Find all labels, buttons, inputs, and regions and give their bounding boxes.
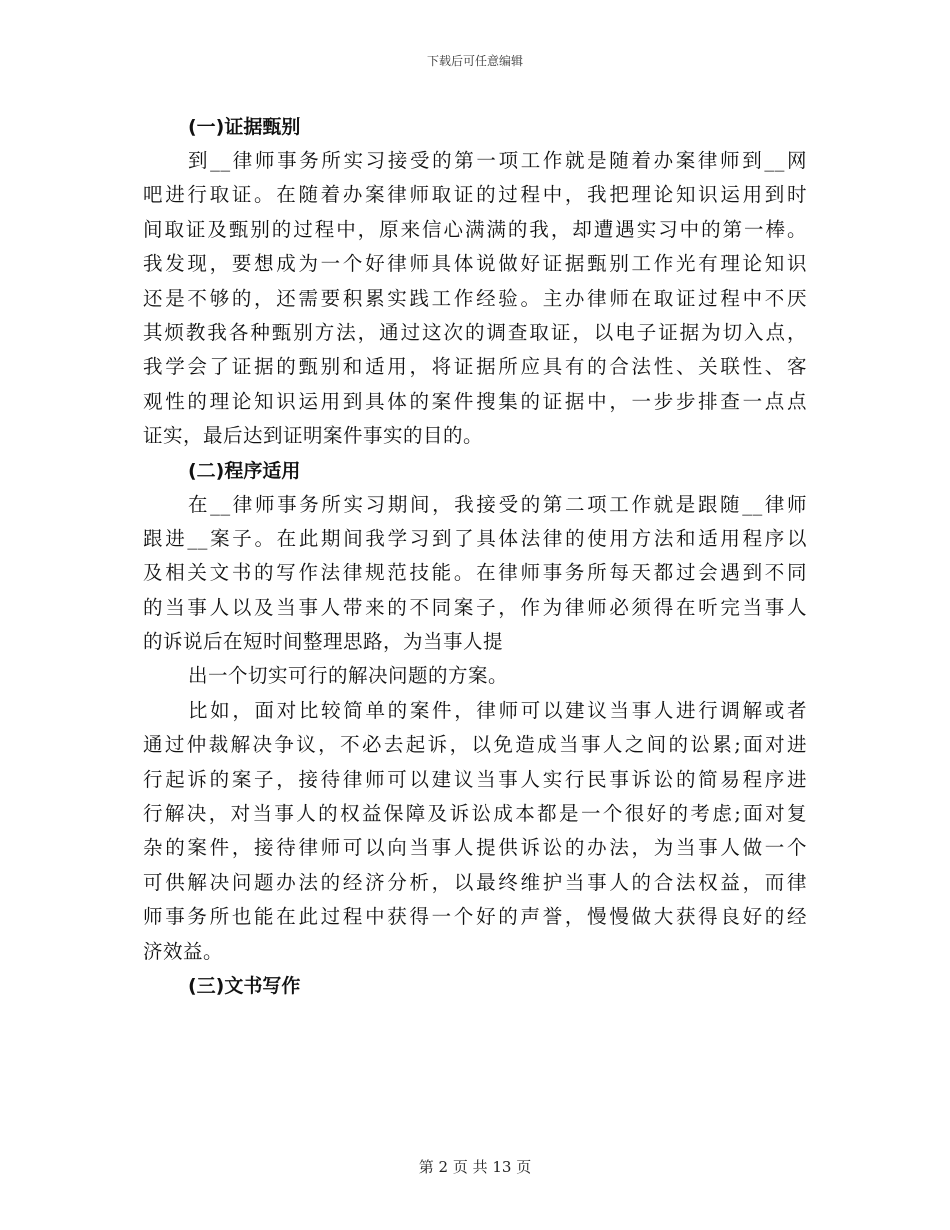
text-line: 跟进__案子。在此期间我学习到了具体法律的使用方法和适用程序以 [143, 526, 807, 550]
text-line: 还是不够的，还需要积累实践工作经验。主办律师在取证过程中不厌 [143, 286, 807, 310]
page-header: 下载后可任意编辑 [426, 54, 523, 68]
text-line: 通过仲裁解决争议，不必去起诉，以免造成当事人之间的讼累;面对进 [143, 733, 807, 757]
text-line: 其烦教我各种甄别方法，通过这次的调查取证，以电子证据为切入点， [143, 320, 807, 344]
document-body [143, 110, 807, 1003]
text-line: 出一个切实可行的解决问题的方案。 [188, 664, 509, 688]
text-line: 行起诉的案子，接待律师可以建议当事人实行民事诉讼的简易程序进 [143, 767, 807, 791]
text-line: 的诉说后在短时间整理思路，为当事人提 [143, 630, 504, 654]
text-line: 的当事人以及当事人带来的不同案子，作为律师必须得在听完当事人 [143, 595, 807, 619]
text-line: 及相关文书的写作法律规范技能。在律师事务所每天都过会遇到不同 [143, 561, 807, 585]
section-heading-3: (三)文书写作 [188, 974, 301, 997]
text-line: 行解决，对当事人的权益保障及诉讼成本都是一个很好的考虑;面对复 [143, 802, 807, 826]
text-line: 在__律师事务所实习期间，我接受的第二项工作就是跟随__律师 [188, 492, 807, 516]
text-line: 我学会了证据的甄别和适用，将证据所应具有的合法性、关联性、客 [143, 355, 807, 379]
section-heading-2: (二)程序适用 [188, 459, 301, 482]
paragraph-solution [143, 659, 807, 693]
text-line: 师事务所也能在此过程中获得一个好的声誉，慢慢做大获得良好的经 [143, 905, 807, 929]
text-line: 吧进行取证。在随着办案律师取证的过程中，我把理论知识运用到时 [143, 183, 807, 207]
text-line: 比如，面对比较简单的案件，律师可以建议当事人进行调解或者 [188, 698, 807, 722]
paragraph-procedure [143, 488, 807, 660]
text-line: 我发现，要想成为一个好律师具体说做好证据甄别工作光有理论知识 [143, 252, 807, 276]
text-line: 证实，最后达到证明案件事实的目的。 [143, 424, 484, 448]
text-line: 杂的案件，接待律师可以向当事人提供诉讼的办法，为当事人做一个 [143, 836, 807, 860]
paragraph-example [143, 694, 807, 969]
text-line: 可供解决问题办法的经济分析，以最终维护当事人的合法权益，而律 [143, 870, 807, 894]
text-line: 济效益。 [143, 939, 224, 963]
text-line: 到__律师事务所实习接受的第一项工作就是随着办案律师到__网 [188, 149, 807, 172]
section-heading-1: (一)证据甄别 [188, 116, 301, 138]
paragraph-evidence [143, 144, 807, 454]
text-line: 间取证及甄别的过程中，原来信心满满的我，却遭遇实习中的第一棒。 [143, 217, 807, 241]
text-line: 观性的理论知识运用到具体的案件搜集的证据中，一步步排查一点点 [143, 389, 807, 413]
page-footer: 第 2 页 共 13 页 [418, 1158, 532, 1176]
